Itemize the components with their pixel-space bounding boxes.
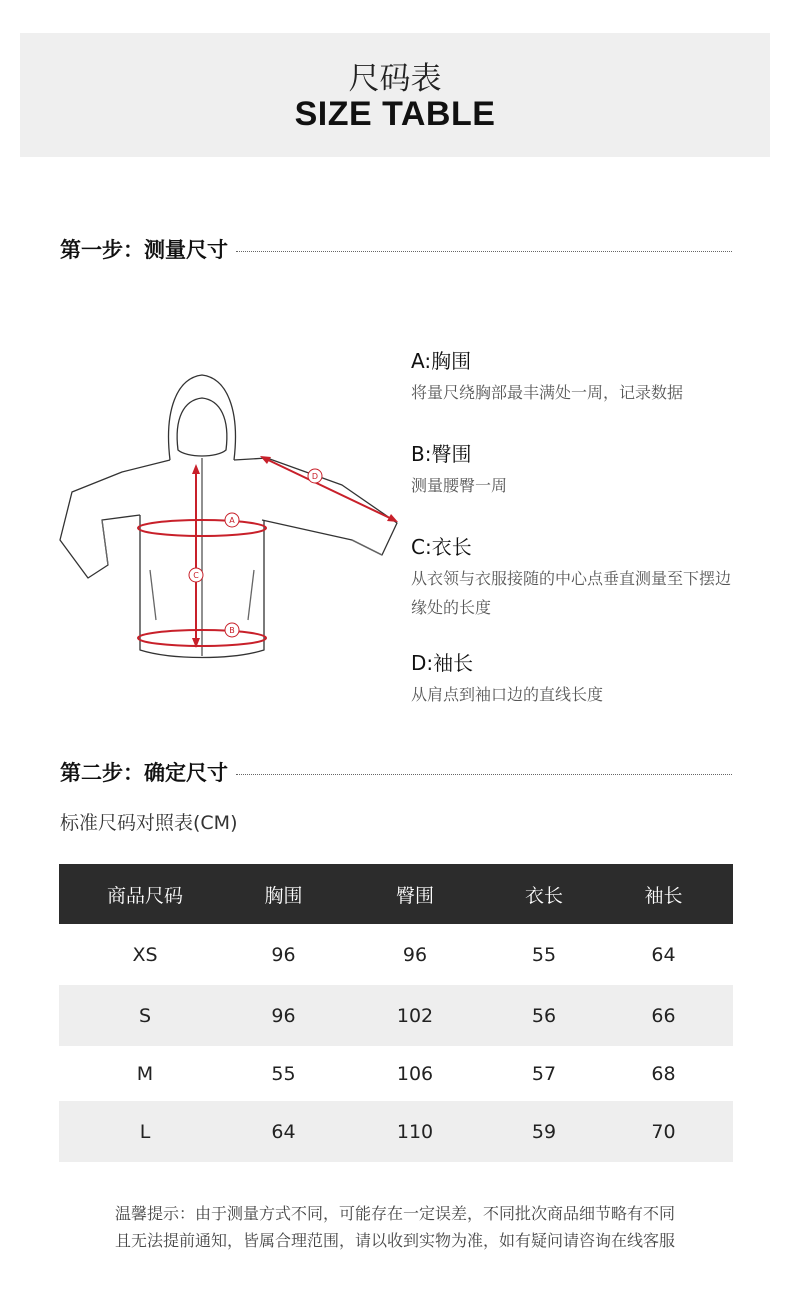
measure-chest [411, 345, 751, 407]
column-header: 衣长 [494, 864, 594, 924]
header-banner [20, 33, 770, 157]
table-cell: S [59, 985, 231, 1046]
svg-text:C: C [193, 571, 199, 580]
dotted-divider [236, 774, 732, 775]
table-cell: 106 [336, 1046, 494, 1101]
measure-title: B:臀围 [411, 442, 472, 466]
sleeve-measure-mark [260, 456, 398, 522]
measure-length [411, 531, 741, 622]
table-cell: 57 [494, 1046, 594, 1101]
size-table-subtitle: 标准尺码对照表(CM) [60, 812, 238, 834]
measure-desc: 将量尺绕胸部最丰满处一周，记录数据 [411, 383, 684, 402]
table-cell: 96 [231, 924, 336, 985]
step2-title: 第二步：确定尺寸 [60, 761, 228, 785]
size-table [59, 864, 733, 1162]
table-cell: 64 [231, 1101, 336, 1162]
measure-desc: 从衣领与衣服接随的中心点垂直测量至下摆边缘处的长度 [411, 569, 732, 617]
table-cell: 59 [494, 1101, 594, 1162]
table-row [59, 1046, 733, 1101]
table-cell: 55 [231, 1046, 336, 1101]
table-cell: 70 [594, 1101, 733, 1162]
measure-title: A:胸围 [411, 349, 472, 373]
length-measure-mark [189, 464, 203, 648]
svg-text:A: A [229, 516, 235, 525]
measure-desc: 从肩点到袖口边的直线长度 [411, 685, 604, 704]
table-row [59, 924, 733, 985]
table-cell: 96 [336, 924, 494, 985]
dotted-divider [236, 251, 732, 252]
table-cell: M [59, 1046, 231, 1101]
measure-desc: 测量腰臀一周 [411, 476, 508, 495]
column-header: 胸围 [231, 864, 336, 924]
table-row [59, 985, 733, 1046]
hood-opening [177, 398, 227, 456]
notice-text [0, 1200, 790, 1254]
svg-text:D: D [311, 472, 319, 481]
page-title-en: SIZE TABLE [294, 95, 496, 133]
notice-line-2: 且无法提前通知，皆属合理范围，请以收到实物为准，如有疑问请咨询在线客服 [114, 1231, 675, 1250]
table-cell: 55 [494, 924, 594, 985]
measure-hip [411, 438, 751, 500]
measure-sleeve [411, 647, 751, 709]
left-sleeve [60, 460, 170, 578]
column-header: 臀围 [336, 864, 494, 924]
jacket-measurement-diagram [52, 360, 412, 680]
step2-heading [60, 757, 732, 787]
table-cell: 56 [494, 985, 594, 1046]
hood-outline [169, 375, 236, 460]
table-cell: L [59, 1101, 231, 1162]
table-row [59, 1101, 733, 1162]
notice-line-1: 温馨提示：由于测量方式不同，可能存在一定误差，不同批次商品细节略有不同 [114, 1204, 675, 1223]
measure-title: D:袖长 [411, 651, 474, 675]
page-title-cn: 尺码表 [348, 61, 442, 97]
column-header: 商品尺码 [59, 864, 231, 924]
table-cell: 64 [594, 924, 733, 985]
column-header: 袖长 [594, 864, 733, 924]
table-cell: 66 [594, 985, 733, 1046]
table-cell: 96 [231, 985, 336, 1046]
step1-heading [60, 234, 732, 264]
svg-text:B: B [229, 626, 235, 635]
table-cell: 102 [336, 985, 494, 1046]
table-header-row [59, 864, 733, 924]
step1-title: 第一步：测量尺寸 [60, 238, 228, 262]
table-cell: XS [59, 924, 231, 985]
measure-title: C:衣长 [411, 535, 472, 559]
table-cell: 68 [594, 1046, 733, 1101]
table-cell: 110 [336, 1101, 494, 1162]
